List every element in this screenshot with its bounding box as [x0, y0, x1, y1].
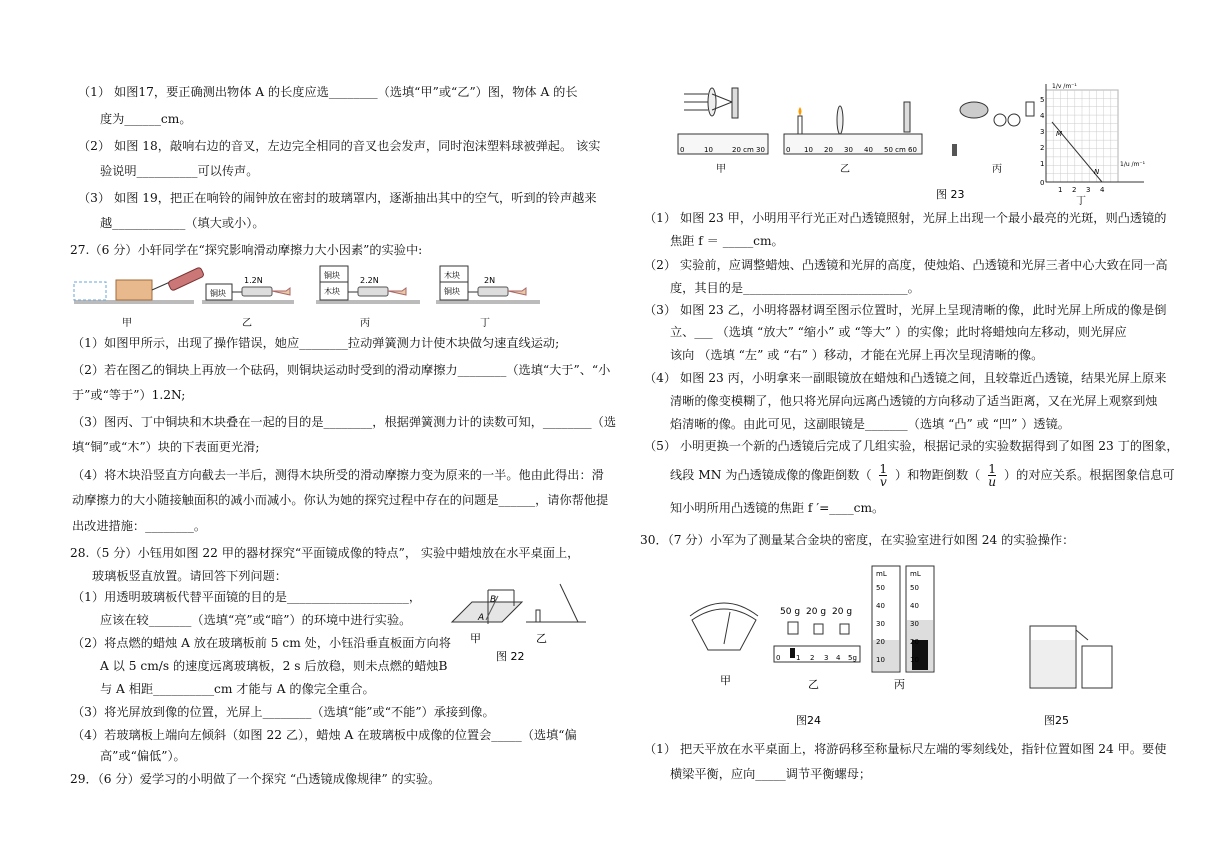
q29-5-part-c: ）的对应关系。根据图象信息可: [1003, 468, 1175, 482]
label-b: B: [490, 595, 497, 605]
ytick-1: 1: [1040, 160, 1045, 168]
q26-line-3: （2） 如图 18，敲响右边的音叉，左边完全相同的音叉也会发声，同时泡沫塑料球被弹起。 该实: [78, 139, 601, 153]
fig23-label-jia: 甲: [716, 164, 726, 175]
xtick-4: 4: [1100, 186, 1105, 194]
cyl1-vol-40: 40: [876, 602, 885, 610]
q29-line-3: （2） 实验前，应调整蜡烛、凸透镜和光屏的高度，使烛焰、凸透镜和光屏三者中心大致在同一高: [644, 258, 1168, 272]
q29-line-9: 清晰的像变模糊了，他只将光屏向远离凸透镜的方向移动了适当距离，又在光屏上观察到烛: [670, 394, 1158, 408]
cyl2-vol-10: 10: [910, 656, 919, 664]
cyl1-vol-50: 50: [876, 584, 885, 592]
fig24-label-yi: 乙: [808, 678, 819, 691]
q27-line-3: 于”或“等于”）1.2N;: [72, 388, 186, 402]
friction-experiment-figure: [70, 262, 590, 330]
q29-line-5: （3） 如图 23 乙，小明将器材调至图示位置时，光屏上呈现清晰的像，此时光屏上所成的像是倒: [644, 303, 1167, 317]
fig-block-wood-1: 木块: [324, 287, 340, 296]
fig23-ding-graph: [1040, 83, 1146, 207]
cyl2-ml: mL: [910, 570, 921, 578]
fig-block-copper-1: 铜块: [210, 289, 226, 298]
ruler2-tick-2: 20: [824, 146, 833, 154]
q28-line-1: （1）用透明玻璃板代替平面镜的目的是____________________，: [72, 590, 422, 604]
q27-heading: 27.（6 分）小轩同学在“探究影响滑动摩擦力大小因素”的实验中:: [70, 243, 423, 257]
ruler1-tick-2: 20 cm 30: [732, 146, 765, 154]
fig23-label-yi: 乙: [840, 164, 850, 175]
density-experiment-figure: [684, 560, 1154, 732]
q30-line-1: （1） 把天平放在水平桌面上，将游码移至称量标尺左端的零刻线处，指针位置如图 24 甲。要使: [644, 742, 1167, 756]
point-n: N: [1094, 168, 1100, 176]
q27-line-6: （4）将木块沿竖直方向截去一半后，测得木块所受的滑动摩擦力变为原来的一半。他由此得出：滑: [72, 468, 604, 482]
ruler2-tick-3: 30: [844, 146, 853, 154]
fig22-label-yi: 乙: [536, 632, 547, 645]
q26-line-2: 度为______cm。: [100, 112, 192, 126]
label-a: A: [478, 613, 485, 623]
axis-x-label: 1/u /m⁻¹: [1120, 161, 1145, 168]
ytick-4: 4: [1040, 112, 1045, 120]
xtick-3: 3: [1086, 186, 1091, 194]
ytick-5: 5: [1040, 96, 1045, 104]
xtick-2: 2: [1072, 186, 1077, 194]
fig-label-ding: 丁: [480, 318, 490, 329]
rider-0: 0: [776, 654, 781, 662]
q27-line-5: 填“铜”或“木”）块的下表面更光滑;: [72, 440, 260, 454]
cyl1-ml: mL: [876, 570, 887, 578]
ytick-2: 2: [1040, 144, 1045, 152]
fig-label-bing: 丙: [360, 318, 370, 329]
q29-line-4: 度，其目的是___________________________。: [670, 281, 920, 295]
axis-y-label: 1/v /m⁻¹: [1052, 83, 1077, 90]
fig-block-copper-3: 铜块: [444, 287, 460, 296]
fig-force-1: 1.2N: [244, 276, 263, 285]
fig22-caption: 图 22: [496, 650, 525, 662]
ruler2-tick-5: 50 cm 60: [884, 146, 917, 154]
cyl1-vol-10: 10: [876, 656, 885, 664]
q28-heading-1: 28.（5 分）小钰用如图 22 甲的器材探究“平面镜成像的特点”， 实验中蜡烛放在水平桌面上，: [70, 546, 580, 560]
fig24-label-bing: 丙: [894, 678, 905, 691]
q28-line-6: （3）将光屏放到像的位置，光屏上________（选填“能”或“不能”）承接到像。: [72, 705, 495, 719]
fig24-label-jia: 甲: [720, 674, 731, 687]
rider-4: 4: [836, 654, 841, 662]
cyl2-vol-40: 40: [910, 602, 919, 610]
q26-line-4: 验说明__________可以传声。: [100, 164, 259, 178]
q27-line-2: （2）若在图乙的铜块上再放一个砝码，则铜块运动时受到的滑动摩擦力________（选填“大于”、“小: [72, 363, 611, 377]
ytick-3: 3: [1040, 128, 1045, 136]
fig23-label-ding: 丁: [1076, 196, 1086, 207]
lens-experiment-figure: [674, 80, 1174, 210]
cyl2-vol-20: 20: [910, 638, 919, 646]
fig-block-wood-2: 木块: [444, 271, 460, 280]
mirror-experiment-figure: [448, 580, 588, 662]
q26-line-5: （3） 如图 19，把正在响铃的闹钟放在密封的玻璃罩内，逐渐抽出其中的空气，听到的铃声越来: [78, 191, 597, 205]
fraction-1-over-v: $\frac{1}{v}$: [879, 462, 888, 489]
fig-block-copper-2: 铜块: [324, 271, 340, 280]
fig-force-2: 2.2N: [360, 276, 379, 285]
fig-label-jia: 甲: [122, 318, 132, 329]
q29-line-11: （5） 小明更换一个新的凸透镜后完成了几组实验，根据记录的实验数据得到了如图 23 丁的图象，: [644, 439, 1179, 453]
q29-line-10: 焰清晰的像。由此可见，这副眼镜是_______（选填 “凸” 或 “凹” ）透镜。: [670, 417, 1070, 431]
q28-heading-2: 玻璃板竖直放置。请回答下列问题：: [92, 569, 287, 583]
q29-5-part-b: ）和物距倒数（: [895, 468, 981, 482]
q29-line-6: 立、___ （选填 “放大” “缩小” 或 “等大” ）的实像；此时将蜡烛向左移动，则光屏应: [670, 325, 1127, 339]
fraction-1-over-u: $\frac{1}{u}$: [988, 462, 997, 489]
fig22-label-jia: 甲: [470, 632, 481, 645]
q27-line-7: 动摩擦力的大小随接触面积的减小而减小。你认为她的探究过程中存在的问题是______，请你帮他提: [72, 493, 609, 507]
point-m: M: [1056, 130, 1063, 138]
cyl1-vol-30: 30: [876, 620, 885, 628]
weight-20g-2: 20 g: [832, 607, 853, 617]
q28-line-2: 应该在较_______（选填“亮”或“暗”）的环境中进行实验。: [100, 613, 412, 627]
q28-line-4: A 以 5 cm/s 的速度远离玻璃板，2 s 后放稳，则未点燃的蜡烛B: [100, 659, 448, 673]
fig-force-3: 2N: [484, 276, 496, 285]
xtick-0: 0: [1040, 179, 1045, 187]
q29-line-12: [670, 463, 1175, 488]
ruler2-tick-0: 0: [786, 146, 791, 154]
q29-line-1: （1） 如图 23 甲，小明用平行光正对凸透镜照射，光屏上出现一个最小最亮的光斑，则凸透镜的: [644, 211, 1167, 225]
fig-label-yi: 乙: [242, 318, 252, 329]
q26-line-6: 越____________（填大或小）。: [100, 216, 265, 230]
rider-3: 3: [824, 654, 829, 662]
q28-line-3: （2）将点燃的蜡烛 A 放在玻璃板前 5 cm 处，小钰沿垂直板面方向将: [72, 636, 451, 650]
q30-line-2: 横梁平衡，应向_____调节平衡螺母；: [670, 767, 872, 781]
weight-20g-1: 20 g: [806, 607, 827, 617]
q26-line-1: （1） 如图17，要正确测出物体 A 的长度应选________（选填“甲”或“乙”）图，物体 A 的长: [78, 85, 578, 99]
q28-line-8: 高”或“偏低”）。: [100, 749, 186, 763]
q28-line-5: 与 A 相距__________cm 才能与 A 的像完全重合。: [100, 682, 375, 696]
cyl2-vol-50: 50: [910, 584, 919, 592]
ruler1-tick-0: 0: [680, 146, 685, 154]
weight-50g: 50 g: [780, 607, 801, 617]
rider-1: 1: [796, 654, 801, 662]
rider-2: 2: [810, 654, 815, 662]
q29-heading: 29．（6 分）爱学习的小明做了一个探究 “凸透镜成像规律” 的实验。: [70, 772, 441, 786]
q28-line-7: （4）若玻璃板上端向左倾斜（如图 22 乙），蜡烛 A 在玻璃板中成像的位置会_____（选填“偏: [72, 728, 577, 742]
q30-heading: 30．（7 分）小军为了测量某合金块的密度，在实验室进行如图 24 的实验操作：: [640, 533, 1075, 547]
q29-line-7: 该向 （选填 “左” 或 “右” ）移动，才能在光屏上再次呈现清晰的像。: [670, 348, 1044, 362]
cyl2-vol-30: 30: [910, 620, 919, 628]
ruler1-tick-1: 10: [704, 146, 713, 154]
q29-line-13: 知小明所用凸透镜的焦距 f ′=____cm。: [670, 501, 885, 515]
fig23-caption: 图 23: [936, 188, 965, 201]
q29-5-part-a: 线段 MN 为凸透镜成像的像距倒数（: [670, 468, 872, 482]
fig24-caption: 图24: [796, 714, 821, 727]
fig25-caption: 图25: [1044, 714, 1069, 727]
ruler2-tick-1: 10: [804, 146, 813, 154]
q27-line-4: （3）图丙、丁中铜块和木块叠在一起的目的是________，根据弹簧测力计的读数可知，________（选: [72, 415, 617, 429]
xtick-1: 1: [1058, 186, 1063, 194]
ruler2-tick-4: 40: [864, 146, 873, 154]
q27-line-8: 出改进措施：________。: [72, 519, 207, 533]
fig23-label-bing: 丙: [992, 164, 1002, 175]
q29-line-2: 焦距 f ＝ _____cm。: [670, 234, 784, 248]
q29-line-8: （4） 如图 23 丙，小明拿来一副眼镜放在蜡烛和凸透镜之间，且较靠近凸透镜，结果光屏上原来: [644, 371, 1167, 385]
cyl1-vol-20: 20: [876, 638, 885, 646]
q27-line-1: （1）如图甲所示，出现了操作错误，她应________拉动弹簧测力计使木块做匀速直线运动;: [72, 336, 560, 350]
rider-5: 5g: [848, 654, 857, 662]
